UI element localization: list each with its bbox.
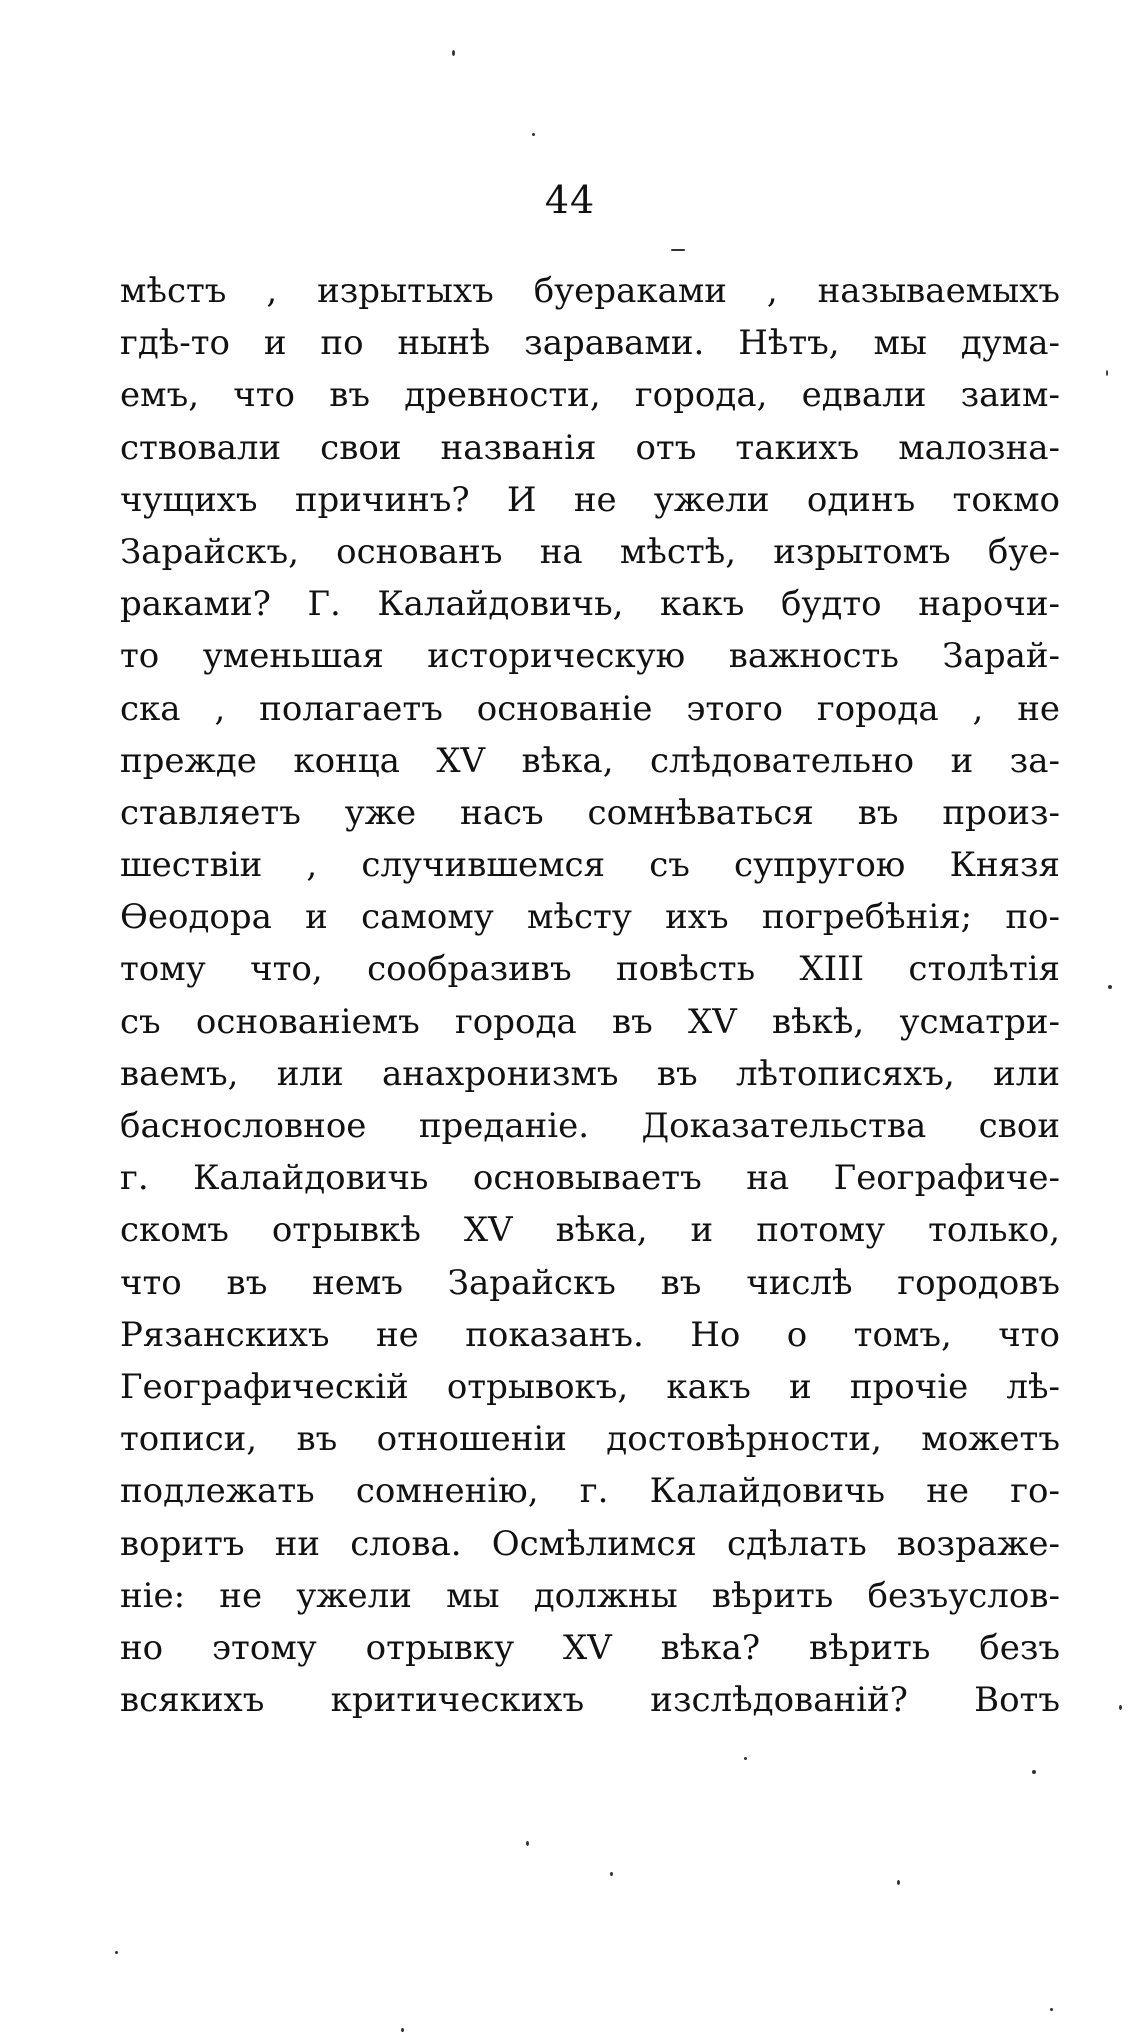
text-line: баснословное преданіе. Доказательства свои — [120, 1106, 1060, 1146]
text-line: что въ немъ Зарайскъ въ числѣ городовъ — [120, 1262, 1060, 1303]
scan-speck — [526, 1841, 529, 1846]
text-line: раками? Г. Калайдовичь, какъ будто нарочи- — [120, 584, 1060, 625]
text-line: Географическій отрывокъ, какъ и прочіе лѣ- — [120, 1366, 1060, 1407]
scan-speck — [1108, 985, 1112, 989]
scan-speck — [1032, 1770, 1036, 1774]
text-line: съ основаніемъ города въ XV вѣкѣ, усматри- — [120, 1001, 1060, 1042]
text-line: Зарайскъ, основанъ на мѣстѣ, изрытомъ буе- — [120, 531, 1060, 572]
body-text — [120, 265, 1060, 1726]
text-line: ска , полагаетъ основаніе этого города , не — [120, 688, 1060, 729]
text-line: шествіи , случившемся съ супругою Князя — [120, 845, 1060, 886]
scan-speck — [744, 1757, 747, 1760]
text-line: гдѣ-то и по нынѣ заравами. Нѣтъ, мы дума- — [120, 323, 1060, 364]
scan-speck — [897, 1880, 900, 1885]
text-line: тописи, въ отношеніи достовѣрности, можетъ — [120, 1419, 1060, 1460]
text-line: прежде конца XV вѣка, слѣдовательно и за- — [120, 740, 1060, 781]
scan-speck — [401, 2028, 404, 2032]
page-number: 44 — [544, 178, 596, 222]
text-line: г. Калайдовичь основываетъ на Географиче- — [120, 1158, 1060, 1199]
text-line: ствовали свои названія отъ такихъ малозна- — [120, 427, 1060, 468]
scan-speck — [115, 1951, 118, 1954]
text-line: ніе: не ужели мы должны вѣрить безъуслов- — [120, 1575, 1060, 1616]
text-line: ваемъ, или анахронизмъ въ лѣтописяхъ, или — [120, 1053, 1060, 1094]
text-line: чущихъ причинъ? И не ужели одинъ токмо — [120, 479, 1060, 520]
text-line: тому что, сообразивъ повѣсть XIII столѣтія — [120, 949, 1060, 990]
scan-speck — [610, 1872, 613, 1876]
text-line: всякихъ критическихъ изслѣдованій? Вотъ — [120, 1680, 1060, 1721]
scan-speck — [452, 50, 455, 56]
text-line: Ѳеодора и самому мѣсту ихъ погребѣнія; по- — [120, 897, 1060, 938]
text-line: то уменьшая историческую важность Зарай- — [120, 636, 1060, 677]
scan-speck — [1119, 1705, 1122, 1710]
scan-speck — [532, 133, 535, 136]
text-line: скомъ отрывкѣ XV вѣка, и потому только, — [120, 1210, 1060, 1251]
scan-speck — [1106, 370, 1108, 376]
text-line: ставляетъ уже насъ сомнѣваться въ произ- — [120, 792, 1060, 833]
text-line: воритъ ни слова. Осмѣлимся сдѣлать возраже- — [120, 1523, 1060, 1564]
scan-speck — [1050, 2008, 1053, 2011]
text-line: емъ, что въ древности, города, едвали заим- — [120, 375, 1060, 416]
text-line: но этому отрывку XV вѣка? вѣрить безъ — [120, 1627, 1060, 1668]
text-line: мѣстъ , изрытыхъ буераками , называемыхъ — [120, 271, 1060, 311]
scan-speck — [671, 249, 685, 251]
text-line: Рязанскихъ не показанъ. Но о томъ, что — [120, 1314, 1060, 1355]
text-line: подлежать сомненію, г. Калайдовичь не го- — [120, 1471, 1060, 1512]
